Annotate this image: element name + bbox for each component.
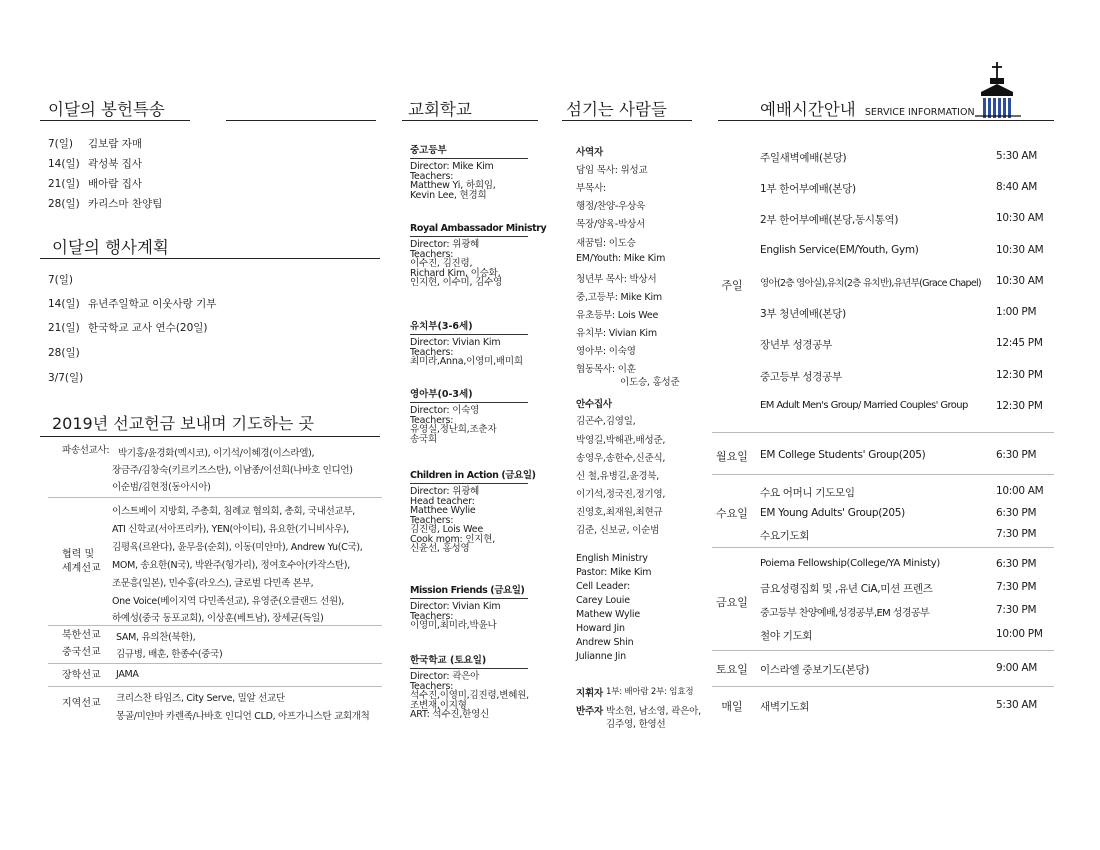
divider — [712, 686, 1054, 687]
day-label: 금요일 — [716, 596, 748, 609]
conductor-text: 1부: 배아람 2부: 임효정 — [606, 687, 694, 697]
service-name: 장년부 성경공부 — [760, 339, 832, 351]
coop-label: 세계선교 — [62, 563, 101, 574]
day-label: 수요일 — [716, 507, 748, 520]
dispatched-line: 이순범/김현정(동아시아) — [112, 482, 211, 493]
school-section-header: 중고등부 — [410, 142, 528, 159]
event-item: 7(일) — [48, 274, 74, 286]
service-time: 7:30 PM — [996, 604, 1037, 616]
accompanist-label: 반주자 — [576, 706, 603, 717]
local-line: 몽골/미얀마 카렌족/나바호 인디언 CLD, 아프가니스탄 교회개척 — [116, 711, 370, 722]
em-line: Julianne Jin — [576, 651, 626, 662]
worship-title: 예배시간안내 SERVICE INFORMATION — [760, 100, 975, 119]
day-label: 토요일 — [716, 663, 748, 676]
service-name: EM Young Adults' Group(205) — [760, 507, 905, 519]
school-section-header: Children in Action (금요일) — [410, 467, 528, 484]
service-time: 7:30 PM — [996, 528, 1037, 540]
day-label: 매일 — [721, 700, 743, 713]
coop-line: One Voice(베이지역 다민족선교), 유영준(오클랜드 선원), — [112, 596, 344, 607]
service-name: 이스라엘 중보기도(본당) — [760, 664, 870, 676]
service-time: 6:30 PM — [996, 449, 1037, 461]
service-time: 6:30 PM — [996, 558, 1037, 570]
school-section: 중고등부 Director: Mike Kim Teachers: Matthew Yi, 하희임, Kevin Lee, 현경희 — [410, 142, 528, 200]
pastor-line: 목장/양육-박상서 — [576, 219, 646, 230]
divider — [712, 474, 1054, 475]
service-time: 8:40 AM — [996, 181, 1038, 193]
coop-line: MOM, 송요한(N국), 박완주(헝가리), 정여호수아(카작스탄), — [112, 560, 350, 571]
offering-title-rule-right — [226, 120, 376, 121]
service-time: 10:00 AM — [996, 485, 1044, 497]
school-section-header: 유치부(3-6세) — [410, 318, 528, 335]
service-time: 10:30 AM — [996, 275, 1044, 287]
coop-line: 하예성(중국 동포교회), 이상훈(베트남), 장세균(독일) — [112, 613, 324, 624]
coop-label: 협력 및 — [62, 549, 95, 560]
event-item: 3/7(일) — [48, 372, 84, 384]
em-line: Pastor: Mike Kim — [576, 567, 652, 578]
service-time: 10:30 AM — [996, 244, 1044, 256]
deacon-line: 이기석,정국진,정기영, — [576, 489, 666, 500]
pastor-line: 청년부 목사: 박상서 — [576, 274, 657, 285]
service-name: 주일새벽예배(본당) — [760, 152, 847, 164]
em-line: Howard Jin — [576, 623, 625, 634]
pastor-line: 영아부: 이숙영 — [576, 346, 636, 357]
deacon-line: 김준, 신보균, 이순범 — [576, 525, 660, 536]
service-time: 12:45 PM — [996, 337, 1043, 349]
cn-text: 김규병, 배훈, 한종수(중국) — [116, 649, 223, 660]
school-title-rule — [402, 120, 538, 121]
school-section-header: Royal Ambassador Ministry — [410, 223, 528, 237]
deacon-line: 신 철,유병길,윤경북, — [576, 471, 660, 482]
event-item: 28(일) — [48, 347, 80, 359]
service-name: EM Adult Men's Group/ Married Couples' Group — [760, 400, 968, 411]
events-title: 이달의 행사계획 — [52, 238, 169, 257]
day-label: 월요일 — [716, 450, 748, 463]
school-section-header: 한국학교 (토요일) — [410, 652, 528, 669]
pastor-line: 중,고등부: Mike Kim — [576, 292, 662, 303]
service-name: 철야 기도회 — [760, 630, 813, 642]
school-section: 유치부(3-6세) Director: Vivian Kim Teachers: 최미라,Anna,이영미,배미희 — [410, 318, 528, 367]
pastor-line: 이도승, 홍성준 — [620, 377, 680, 388]
service-time: 5:30 AM — [996, 150, 1038, 162]
service-time: 5:30 AM — [996, 699, 1038, 711]
conductor-label: 지휘자 — [576, 688, 603, 699]
events-title-rule — [40, 258, 380, 259]
church-icon — [975, 60, 1023, 118]
nk-text: SAM, 유의찬(북한), — [116, 632, 196, 643]
missions-title-rule — [40, 436, 380, 437]
deacon-line: 송영우,송한수,신준식, — [576, 453, 666, 464]
local-label: 지역선교 — [62, 698, 101, 709]
offering-title: 이달의 봉헌특송 — [48, 100, 165, 119]
service-time: 10:00 PM — [996, 628, 1043, 640]
school-section: Mission Friends (금요일) Director: Vivian Kim Teachers: 이영미,최미라,박윤나 — [410, 582, 528, 631]
em-line: Cell Leader: — [576, 581, 630, 592]
divider — [712, 650, 1054, 651]
scholarship-text: JAMA — [116, 669, 139, 680]
cn-label: 중국선교 — [62, 647, 101, 658]
service-name: 새벽기도회 — [760, 701, 810, 713]
service-name: 금요성령집회 및 ,유년 CiA,미션 프렌즈 — [760, 583, 933, 595]
worship-title-en: SERVICE INFORMATION — [864, 107, 975, 118]
deacon-line: 박영길,박해관,배성준, — [576, 435, 666, 446]
service-name: 수요기도회 — [760, 530, 810, 542]
pastor-line: 담임 목사: 위성교 — [576, 165, 648, 176]
divider — [48, 497, 382, 498]
event-item: 21(일) 한국학교 교사 연수(20일) — [48, 322, 208, 334]
em-line: Andrew Shin — [576, 637, 634, 648]
pastor-line: 협동목사: 이훈 — [576, 364, 636, 375]
divider — [712, 432, 1054, 433]
deacon-line: 김곤수,김영일, — [576, 416, 636, 427]
missions-title: 2019년 선교헌금 보내며 기도하는 곳 — [52, 414, 314, 433]
pastor-line: 부목사: — [576, 183, 606, 194]
offering-item: 14(일) 곽성북 집사 — [48, 158, 143, 170]
service-name: 영아(2층 영아실),유치(2층 유치반),유년부(Grace Chapel) — [760, 278, 981, 289]
school-section: Royal Ambassador Ministry Director: 위광혜 Teachers: 이수진, 김진령, Richard Kim, 이승화, 인지현, 이수미, 김수영 — [410, 223, 547, 288]
divider — [48, 663, 382, 664]
service-name: 중고등부 찬양예배,성경공부,EM 성경공부 — [760, 608, 930, 619]
service-name: 1부 한어부예배(본당) — [760, 183, 856, 195]
school-section: 한국학교 (토요일) Director: 곽은아 Teachers: 석수진,이영미,김진령,변혜원, 조변재,이지형 ART: 석수진,한영신 — [410, 652, 528, 720]
school-section: Children in Action (금요일) Director: 위광혜 Head teacher: Matthee Wylie Teachers: 김진령, Lois Wee Cook mom: 인지현, 신윤선, 홍성영 — [410, 467, 528, 554]
event-item: 14(일) 유년주일학교 이웃사랑 기부 — [48, 298, 217, 310]
coop-line: ATI 신학교(서아프리카), YEN(아이티), 유요한(기니비사우), — [112, 524, 349, 535]
nk-label: 북한선교 — [62, 630, 101, 641]
service-time: 10:30 AM — [996, 212, 1044, 224]
school-section-header: Mission Friends (금요일) — [410, 582, 528, 599]
service-time: 7:30 PM — [996, 581, 1037, 593]
em-line: Mathew Wylie — [576, 609, 640, 620]
day-label: 주일 — [721, 279, 743, 292]
dispatched-line: 장금주/김창숙(키르키즈스탄), 이남종/이선희(나바호 인디언) — [112, 465, 353, 476]
accompanist-text: 김주영, 한영선 — [606, 719, 666, 730]
servants-title: 섬기는 사람들 — [566, 100, 667, 119]
offering-item: 7(일) 김보람 자매 — [48, 138, 143, 150]
pastor-line: 새꿈팀: 이도승 — [576, 238, 636, 249]
servants-title-rule — [562, 120, 692, 121]
local-line: 크리스찬 타임즈, City Serve, 밀알 선교단 — [116, 693, 285, 704]
school-title: 교회학교 — [408, 100, 472, 119]
deacon-header: 안수집사 — [576, 399, 612, 410]
coop-line: 김평육(르완다), 윤무응(순회), 이동(미안마), Andrew Yu(C국), — [112, 542, 363, 553]
pastor-header: 사역자 — [576, 147, 603, 158]
worship-title-rule — [718, 120, 1054, 121]
service-time: 12:30 PM — [996, 400, 1043, 412]
service-name: 중고등부 성경공부 — [760, 371, 842, 383]
service-time: 6:30 PM — [996, 507, 1037, 519]
em-line: Carey Louie — [576, 595, 630, 606]
service-name: 3부 청년예배(본당) — [760, 308, 846, 320]
divider — [48, 686, 382, 687]
dispatched-line: 박기홍/윤경화(멕시코), 이기석/이혜경(이스라엘), — [118, 448, 315, 459]
service-name: EM College Students' Group(205) — [760, 449, 926, 461]
deacon-line: 진영호,최재원,최현규 — [576, 507, 663, 518]
divider — [48, 625, 382, 626]
school-section: 영아부(0-3세) Director: 이숙영 Teachers: 유영실,정난희,조춘자 송국희 — [410, 386, 528, 444]
service-name: Poiema Fellowship(College/YA Ministy) — [760, 558, 940, 569]
service-time: 1:00 PM — [996, 306, 1037, 318]
service-name: English Service(EM/Youth, Gym) — [760, 244, 919, 256]
pastor-line: 행정/찬양-우상욱 — [576, 201, 646, 212]
pastor-line: 유초등부: Lois Wee — [576, 310, 659, 321]
coop-line: 이스트베이 지방회, 주총회, 침례교 협의회, 총회, 국내선교부, — [112, 506, 355, 517]
school-section-header: 영아부(0-3세) — [410, 386, 528, 403]
service-name: 2부 한어부예배(본당,동시통역) — [760, 214, 899, 226]
coop-line: 조문흥(일본), 민수홍(라오스), 글로벌 다민족 본부, — [112, 578, 314, 589]
service-time: 12:30 PM — [996, 369, 1043, 381]
dispatched-label: 파송선교사: — [62, 445, 110, 456]
pastor-line: 유치부: Vivian Kim — [576, 328, 657, 339]
service-time: 9:00 AM — [996, 662, 1038, 674]
pastor-line: EM/Youth: Mike Kim — [576, 253, 666, 264]
service-name: 수요 어머니 기도모임 — [760, 487, 855, 499]
accompanist-text: 박소현, 남소영, 곽은아, — [606, 706, 701, 717]
offering-title-rule — [40, 120, 190, 121]
offering-item: 28(일) 카리스마 찬양팀 — [48, 198, 163, 210]
em-line: English Ministry — [576, 553, 648, 564]
scholarship-label: 장학선교 — [62, 670, 101, 681]
offering-item: 21(일) 배아람 집사 — [48, 178, 143, 190]
divider — [712, 547, 1054, 548]
